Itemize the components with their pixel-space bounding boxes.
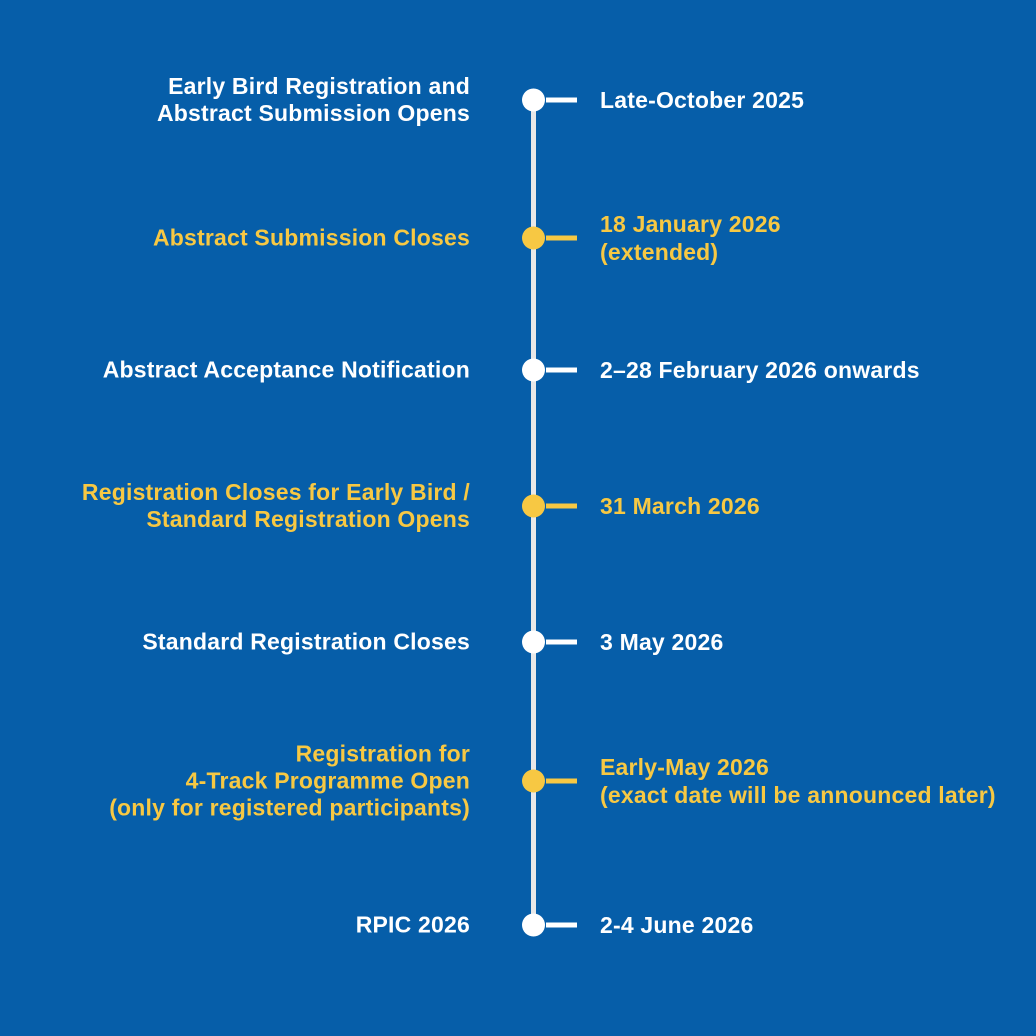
timeline-item-date <box>600 628 1020 656</box>
timeline-item-date <box>600 492 1020 520</box>
timeline-milestone-dot <box>522 631 545 654</box>
timeline-milestone-dot <box>522 227 545 250</box>
timeline-item-label <box>0 479 470 533</box>
timeline-item-date <box>600 356 1020 384</box>
timeline-item-label <box>0 357 470 384</box>
timeline-tick-connector <box>546 504 577 509</box>
timeline-date-line: (extended) <box>600 239 719 265</box>
timeline-date-line: 2–28 February 2026 onwards <box>600 357 920 383</box>
timeline-label-line: (only for registered participants) <box>109 794 470 821</box>
timeline-item-label <box>0 741 470 822</box>
timeline-date-line: (exact date will be announced later) <box>600 782 996 808</box>
timeline-label-line: Registration Closes for Early Bird / <box>81 479 470 505</box>
timeline-date-line: 2-4 June 2026 <box>600 912 754 938</box>
timeline-item-date <box>600 210 1020 266</box>
timeline-milestone-dot <box>522 89 545 112</box>
timeline-milestone-dot <box>522 359 545 382</box>
timeline-label-line: RPIC 2026 <box>355 911 470 938</box>
timeline-item-date <box>600 911 1020 939</box>
timeline-tick-connector <box>546 236 577 241</box>
timeline-item-date <box>600 86 1020 114</box>
timeline-milestone-dot <box>522 914 545 937</box>
timeline-label-line: Abstract Acceptance Notification <box>102 356 470 383</box>
timeline-item-label <box>0 629 470 656</box>
timeline-item-date <box>600 753 1020 809</box>
timeline-tick-connector <box>546 98 577 103</box>
timeline-date-line: 18 January 2026 <box>600 211 781 237</box>
timeline-milestone-dot <box>522 495 545 518</box>
timeline-tick-connector <box>546 923 577 928</box>
timeline-label-line: Standard Registration Opens <box>146 506 470 532</box>
timeline-label-line: 4-Track Programme Open <box>185 767 470 794</box>
timeline-label-line: Standard Registration Closes <box>142 628 470 655</box>
timeline-item-label <box>0 912 470 939</box>
timeline-tick-connector <box>546 779 577 784</box>
timeline-date-line: Early-May 2026 <box>600 754 770 780</box>
timeline-date-line: 3 May 2026 <box>600 629 724 655</box>
timeline-label-line: Abstract Submission Opens <box>156 100 470 126</box>
timeline-milestone-dot <box>522 770 545 793</box>
timeline-item-label <box>0 225 470 252</box>
timeline-label-line: Registration for <box>295 740 470 767</box>
timeline-label-line: Abstract Submission Closes <box>152 224 470 251</box>
timeline-date-line: Late-October 2025 <box>600 87 805 113</box>
timeline-item-label <box>0 73 470 127</box>
timeline-tick-connector <box>546 640 577 645</box>
timeline-tick-connector <box>546 368 577 373</box>
timeline-date-line: 31 March 2026 <box>600 493 760 519</box>
timeline-label-line: Early Bird Registration and <box>168 73 470 99</box>
